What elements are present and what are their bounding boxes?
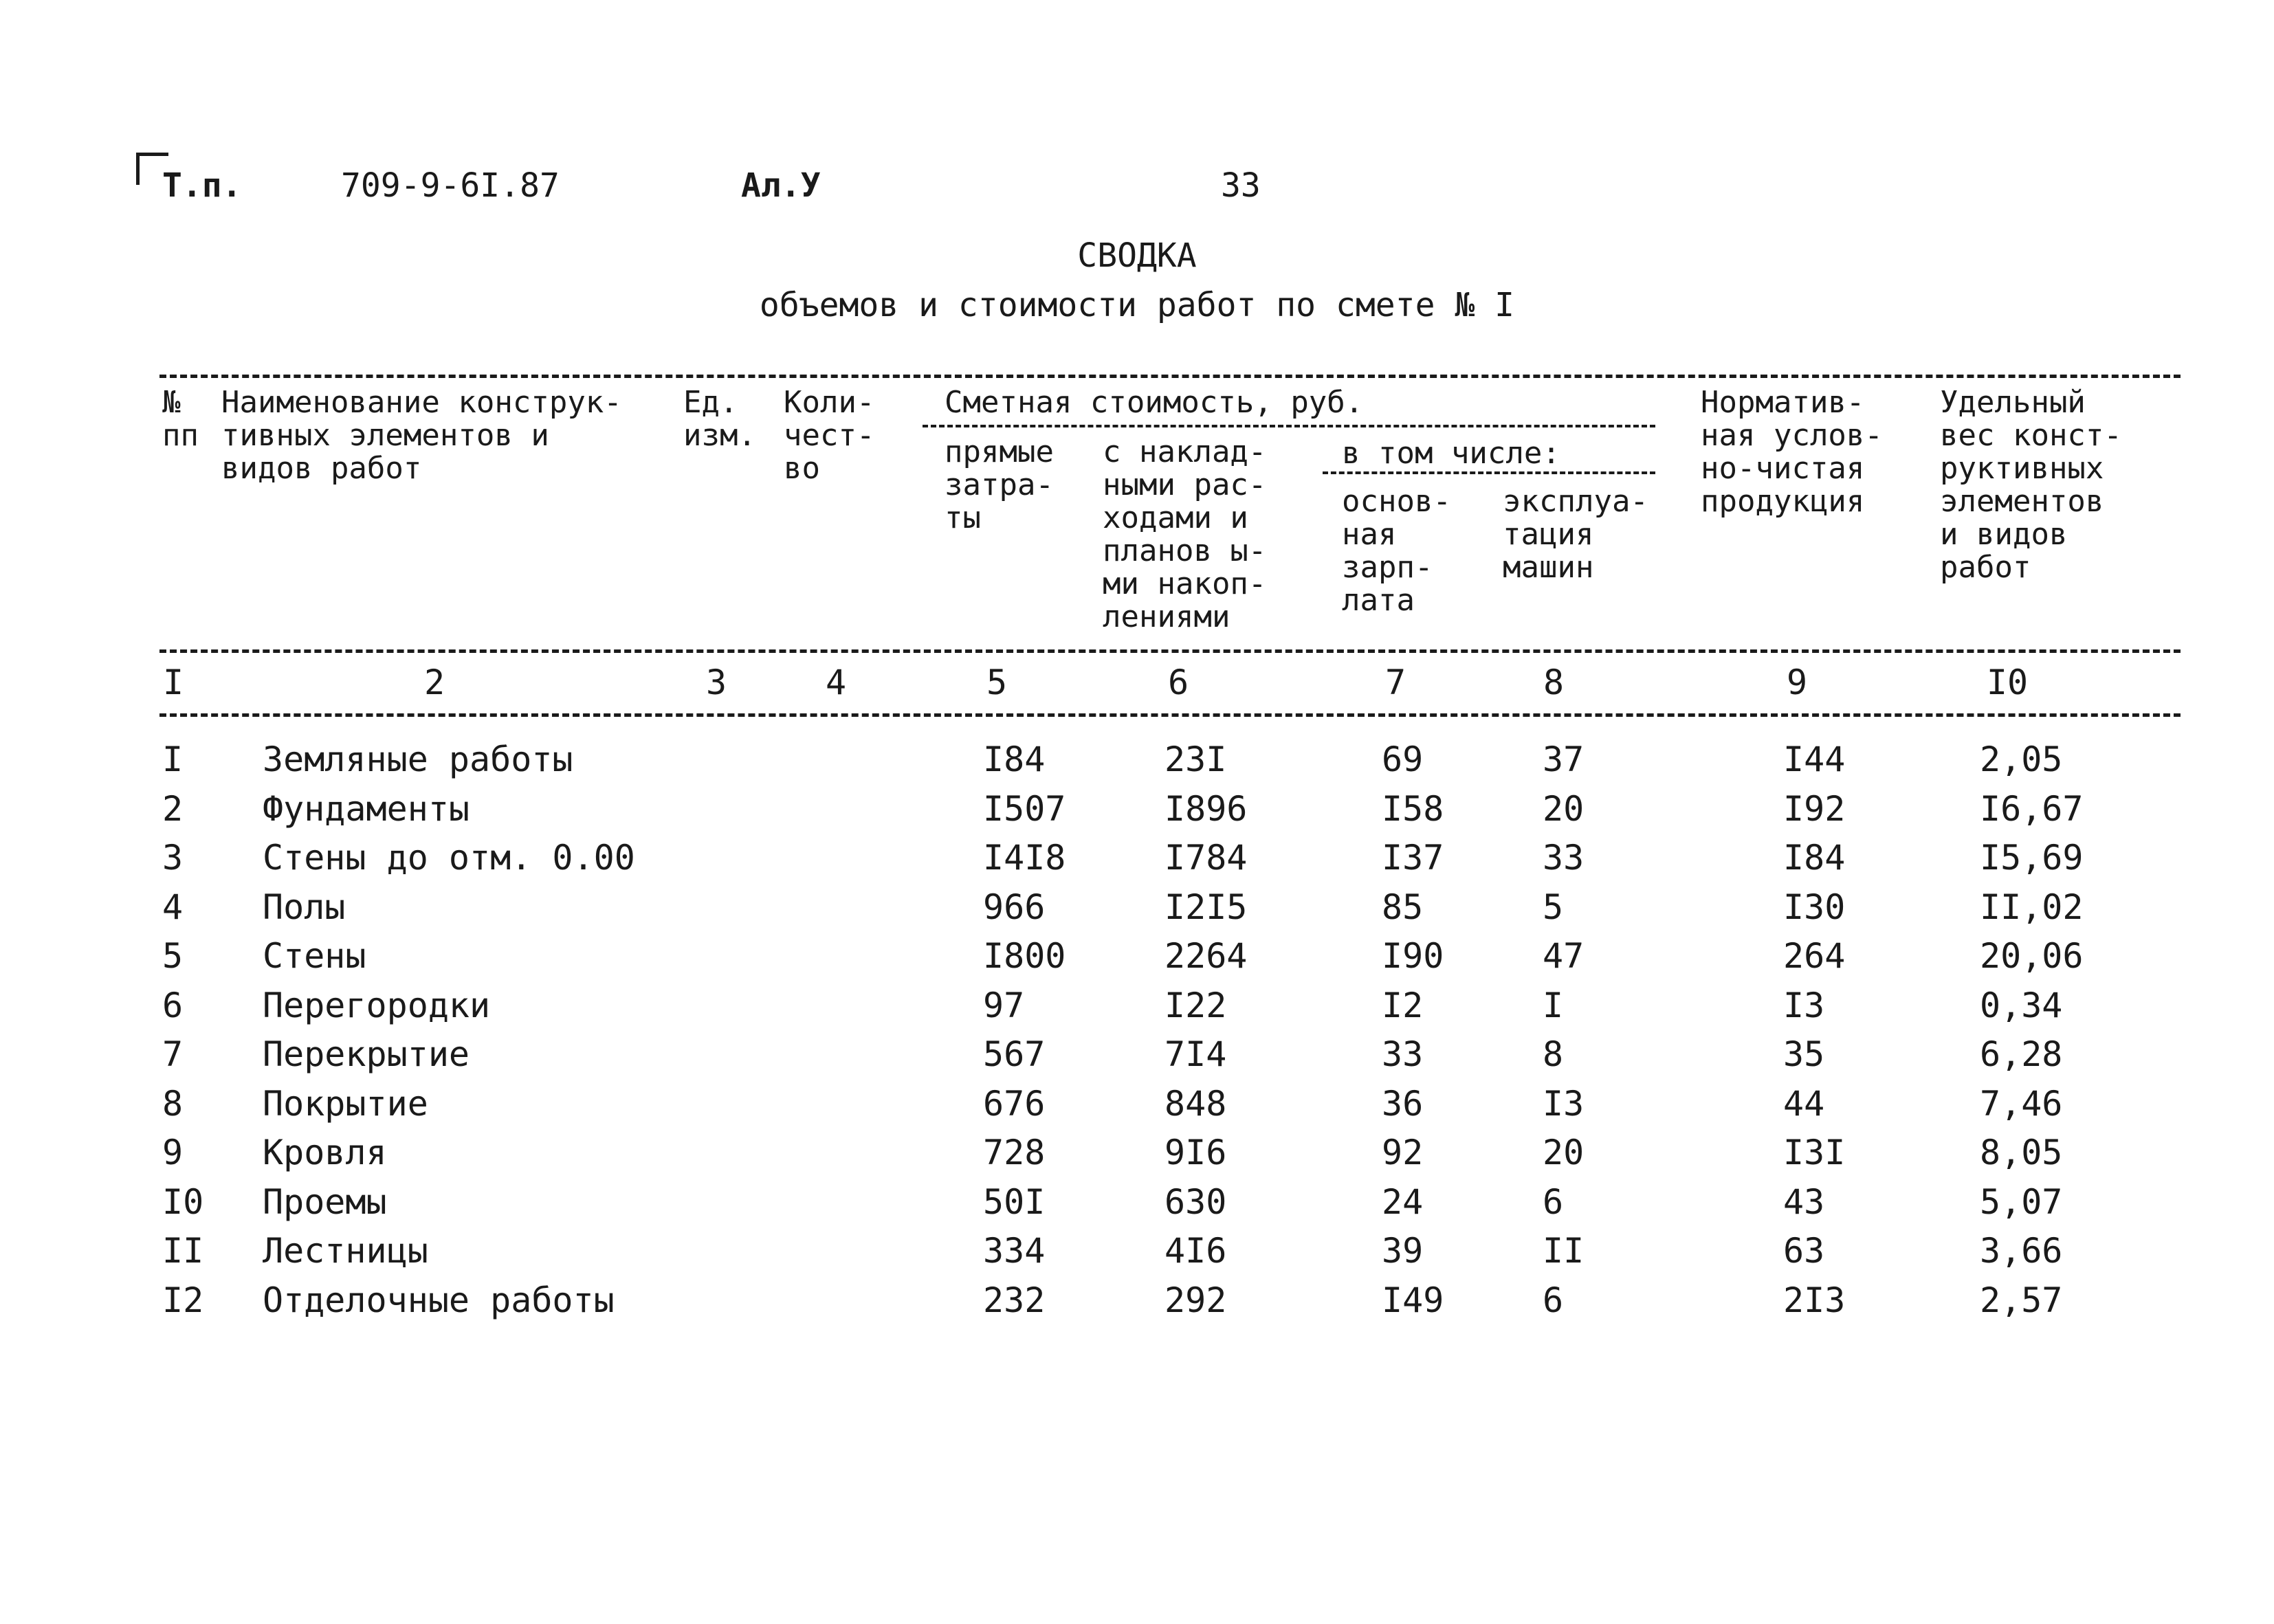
- row-direct-costs: 676: [983, 1083, 1046, 1124]
- row-machine-operation: 33: [1543, 838, 1585, 878]
- table-row: [0, 1132, 2274, 1181]
- row-specific-weight: 0,34: [1980, 985, 2063, 1025]
- row-with-overhead: 4I6: [1164, 1231, 1227, 1271]
- doc-label: Т.п.: [162, 166, 242, 205]
- col-header-unit: Ед. изм.: [683, 385, 756, 453]
- row-net-production: 43: [1783, 1181, 1825, 1222]
- row-direct-costs: 728: [983, 1133, 1046, 1172]
- row-with-overhead: I896: [1164, 788, 1248, 829]
- row-base-wage: I49: [1382, 1280, 1444, 1320]
- row-name: Лестницы: [263, 1231, 428, 1271]
- row-net-production: I44: [1783, 739, 1846, 779]
- row-direct-costs: 232: [983, 1280, 1046, 1320]
- row-direct-costs: I4I8: [983, 838, 1066, 878]
- row-direct-costs: 567: [983, 1034, 1046, 1074]
- row-direct-costs: 50I: [983, 1181, 1046, 1222]
- row-base-wage: 24: [1382, 1181, 1424, 1222]
- row-number: 2: [162, 788, 184, 829]
- row-net-production: 35: [1783, 1034, 1825, 1074]
- row-base-wage: 33: [1382, 1034, 1424, 1074]
- row-net-production: I30: [1783, 887, 1846, 927]
- row-base-wage: I37: [1382, 838, 1444, 878]
- row-base-wage: I2: [1382, 985, 1424, 1025]
- col-header-net-production: Норматив- ная услов- но-чистая продукция: [1701, 385, 1883, 519]
- row-with-overhead: 7I4: [1164, 1034, 1227, 1074]
- row-direct-costs: 97: [983, 985, 1025, 1025]
- row-name: Земляные работы: [263, 739, 573, 779]
- row-net-production: I3I: [1783, 1133, 1846, 1172]
- row-machine-operation: II: [1543, 1231, 1585, 1271]
- row-machine-operation: 47: [1543, 936, 1585, 976]
- row-base-wage: 92: [1382, 1133, 1424, 1172]
- row-machine-operation: 20: [1543, 788, 1585, 829]
- doc-title: СВОДКА: [1077, 236, 1197, 275]
- subgroup-underline: [1323, 471, 1655, 474]
- row-net-production: 44: [1783, 1083, 1825, 1124]
- row-specific-weight: 3,66: [1980, 1231, 2063, 1271]
- row-net-production: 2I3: [1783, 1280, 1846, 1320]
- row-direct-costs: I507: [983, 788, 1066, 829]
- row-net-production: I84: [1783, 838, 1846, 878]
- row-net-production: 264: [1783, 936, 1846, 976]
- row-net-production: I92: [1783, 788, 1846, 829]
- row-direct-costs: 966: [983, 887, 1046, 927]
- row-base-wage: 39: [1382, 1231, 1424, 1271]
- col-number-3: 3: [705, 663, 727, 702]
- col-header-name: Наименование конструк- тивных элементов и видов работ: [221, 385, 622, 486]
- row-name: Стены до отм. 0.00: [263, 838, 635, 878]
- row-name: Перекрытие: [263, 1034, 470, 1074]
- row-number: 9: [162, 1133, 184, 1172]
- row-with-overhead: 9I6: [1164, 1133, 1227, 1172]
- row-net-production: I3: [1783, 985, 1825, 1025]
- row-with-overhead: 630: [1164, 1181, 1227, 1222]
- table-row: [0, 887, 2274, 936]
- row-with-overhead: I22: [1164, 985, 1227, 1025]
- row-specific-weight: 8,05: [1980, 1133, 2063, 1172]
- row-with-overhead: 292: [1164, 1280, 1227, 1320]
- row-name: Кровля: [263, 1133, 387, 1172]
- col-subgroup-including: в том числе:: [1342, 436, 1560, 471]
- row-specific-weight: 5,07: [1980, 1181, 2063, 1222]
- table-row: [0, 1230, 2274, 1280]
- col-header-specific-weight: Удельный вес конст- руктивных элементов и видов работ: [1940, 385, 2122, 585]
- table-row: [0, 1181, 2274, 1231]
- row-number: I0: [162, 1181, 204, 1222]
- row-direct-costs: 334: [983, 1231, 1046, 1271]
- row-number: 3: [162, 838, 184, 878]
- row-net-production: 63: [1783, 1231, 1825, 1271]
- table-row: [0, 788, 2274, 838]
- page-number: 33: [1221, 166, 1261, 205]
- col-number-1: I: [162, 663, 184, 702]
- table-row: [0, 837, 2274, 887]
- row-machine-operation: I: [1543, 985, 1564, 1025]
- row-specific-weight: 2,05: [1980, 739, 2063, 779]
- col-number-2: 2: [423, 663, 445, 702]
- row-specific-weight: 7,46: [1980, 1083, 2063, 1124]
- row-specific-weight: I6,67: [1980, 788, 2084, 829]
- row-name: Отделочные работы: [263, 1280, 615, 1320]
- table-row: [0, 739, 2274, 788]
- row-name: Фундаменты: [263, 788, 470, 829]
- col-number-4: 4: [825, 663, 847, 702]
- row-machine-operation: I3: [1543, 1083, 1585, 1124]
- row-machine-operation: 6: [1543, 1181, 1564, 1222]
- col-number-6: 6: [1167, 663, 1189, 702]
- album-label: Ал.У: [741, 166, 821, 205]
- group-underline: [923, 425, 1655, 427]
- row-number: II: [162, 1231, 204, 1271]
- col-number-10: I0: [1986, 663, 2029, 702]
- row-base-wage: I58: [1382, 788, 1444, 829]
- row-number: 6: [162, 985, 184, 1025]
- row-base-wage: 85: [1382, 887, 1424, 927]
- col-header-with-overhead: с наклад- ными рас- ходами и планов ы- ми накоп- лениями: [1103, 434, 1267, 634]
- table-row: [0, 985, 2274, 1034]
- doc-subtitle: объемов и стоимости работ по смете № I: [759, 286, 1515, 324]
- col-header-quantity: Коли- чест- во: [784, 385, 875, 486]
- row-machine-operation: 5: [1543, 887, 1564, 927]
- col-header-direct-costs: прямые затра- ты: [945, 434, 1054, 535]
- col-group-estimated-cost: Сметная стоимость, руб.: [945, 385, 1364, 420]
- col-number-5: 5: [986, 663, 1008, 702]
- row-direct-costs: I800: [983, 936, 1066, 976]
- row-number: I: [162, 739, 184, 779]
- col-number-7: 7: [1384, 663, 1406, 702]
- row-specific-weight: I5,69: [1980, 838, 2084, 878]
- table-row: [0, 1083, 2274, 1133]
- col-number-9: 9: [1786, 663, 1808, 702]
- table-row: [0, 1034, 2274, 1083]
- row-with-overhead: 2264: [1164, 936, 1248, 976]
- row-number: I2: [162, 1280, 204, 1320]
- row-number: 8: [162, 1083, 184, 1124]
- row-base-wage: 36: [1382, 1083, 1424, 1124]
- row-number: 5: [162, 936, 184, 976]
- row-name: Проемы: [263, 1181, 387, 1222]
- row-with-overhead: 23I: [1164, 739, 1227, 779]
- row-base-wage: I90: [1382, 936, 1444, 976]
- row-machine-operation: 6: [1543, 1280, 1564, 1320]
- row-specific-weight: 20,06: [1980, 936, 2084, 976]
- col-header-machine-operation: эксплуа- тация машин: [1503, 484, 1648, 585]
- row-name: Покрытие: [263, 1083, 428, 1124]
- row-with-overhead: I2I5: [1164, 887, 1248, 927]
- row-number: 4: [162, 887, 184, 927]
- row-machine-operation: 20: [1543, 1133, 1585, 1172]
- col-number-8: 8: [1543, 663, 1565, 702]
- col-header-base-wage: основ- ная зарп- лата: [1342, 484, 1451, 618]
- table-top-rule: [159, 375, 2181, 378]
- header-bottom-rule: [159, 649, 2181, 653]
- table-row: [0, 935, 2274, 985]
- doc-code: 709-9-6I.87: [341, 166, 560, 205]
- row-with-overhead: I784: [1164, 838, 1248, 878]
- row-specific-weight: 2,57: [1980, 1280, 2063, 1320]
- col-header-number: № пп: [162, 385, 199, 453]
- row-machine-operation: 37: [1543, 739, 1585, 779]
- row-specific-weight: II,02: [1980, 887, 2084, 927]
- table-body: [0, 739, 2274, 1328]
- row-direct-costs: I84: [983, 739, 1046, 779]
- column-numbers-rule: [159, 713, 2181, 717]
- row-name: Перегородки: [263, 985, 491, 1025]
- row-number: 7: [162, 1034, 184, 1074]
- row-base-wage: 69: [1382, 739, 1424, 779]
- row-specific-weight: 6,28: [1980, 1034, 2063, 1074]
- row-machine-operation: 8: [1543, 1034, 1564, 1074]
- row-with-overhead: 848: [1164, 1083, 1227, 1124]
- table-row: [0, 1280, 2274, 1329]
- row-name: Полы: [263, 887, 346, 927]
- row-name: Стены: [263, 936, 366, 976]
